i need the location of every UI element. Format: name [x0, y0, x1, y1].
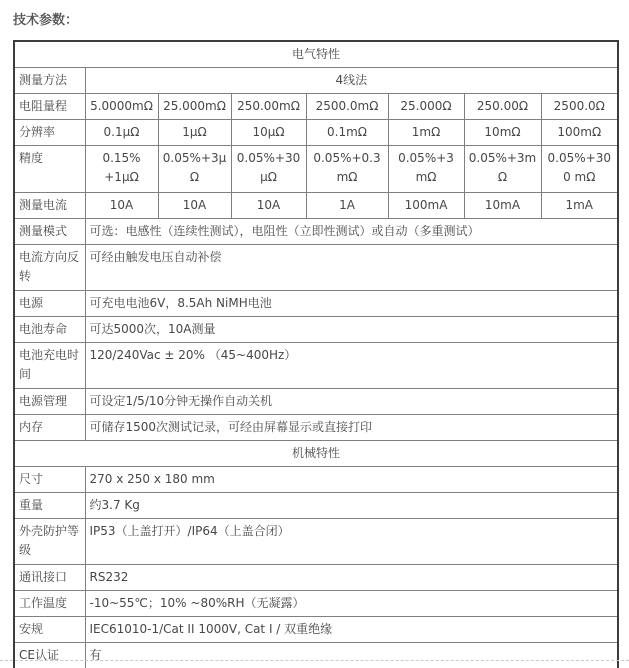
- spec-value: RS232: [85, 565, 618, 591]
- spec-label: 电池充电时间: [14, 343, 85, 389]
- spec-value: 0.05%+300 mΩ: [541, 146, 618, 193]
- spec-value: 0.05%+30μΩ: [231, 146, 306, 193]
- spec-label: 测量模式: [14, 219, 85, 245]
- spec-value: 100mA: [388, 193, 464, 219]
- spec-value: 270 x 250 x 180 mm: [85, 467, 618, 493]
- table-row-power: [14, 291, 618, 317]
- table-row-reversal: [14, 245, 618, 291]
- spec-value: 250.00Ω: [464, 94, 541, 120]
- spec-value: -10~55℃；10% ~80%RH（无凝露）: [85, 591, 618, 617]
- table-row-weight: [14, 493, 618, 519]
- table-row-dimensions: [14, 467, 618, 493]
- table-row-ce: [14, 643, 618, 668]
- spec-label: 电阻量程: [14, 94, 85, 120]
- spec-value: 2500.0Ω: [541, 94, 618, 120]
- spec-value: 1μΩ: [158, 120, 231, 146]
- table-row-accuracy: [14, 146, 618, 193]
- spec-value: 可达5000次，10A测量: [85, 317, 618, 343]
- table-row-resolution: [14, 120, 618, 146]
- spec-value: 10A: [85, 193, 158, 219]
- spec-value: 250.00mΩ: [231, 94, 306, 120]
- table-row-power-mgmt: [14, 389, 618, 415]
- spec-value: 可经由触发电压自动补偿: [85, 245, 618, 291]
- spec-label: 内存: [14, 415, 85, 441]
- spec-value: IP53（上盖打开）/IP64（上盖合闭）: [85, 519, 618, 565]
- spec-label: 精度: [14, 146, 85, 193]
- table-row-mode: [14, 219, 618, 245]
- dashed-separator: [0, 660, 629, 661]
- section-header-row: [14, 41, 618, 68]
- spec-value: 0.05%+3μΩ: [158, 146, 231, 193]
- spec-label: 分辨率: [14, 120, 85, 146]
- spec-label: 尺寸: [14, 467, 85, 493]
- spec-value: 0.15% +1μΩ: [85, 146, 158, 193]
- table-row-charge-time: [14, 343, 618, 389]
- spec-value: 1A: [306, 193, 388, 219]
- spec-value: 0.05%+0.3mΩ: [306, 146, 388, 193]
- spec-value: 5.0000mΩ: [85, 94, 158, 120]
- spec-value: 25.000mΩ: [158, 94, 231, 120]
- spec-value: 有: [85, 643, 618, 668]
- table-row-current: [14, 193, 618, 219]
- spec-value: 10μΩ: [231, 120, 306, 146]
- table-row-comm: [14, 565, 618, 591]
- spec-label: CE认证: [14, 643, 85, 668]
- spec-value: 10A: [158, 193, 231, 219]
- spec-value: 0.05%+3mΩ: [388, 146, 464, 193]
- spec-value: 1mA: [541, 193, 618, 219]
- spec-label: 电源: [14, 291, 85, 317]
- spec-value: 100mΩ: [541, 120, 618, 146]
- section-header-row: [14, 441, 618, 467]
- spec-value: 1mΩ: [388, 120, 464, 146]
- spec-label: 电源管理: [14, 389, 85, 415]
- section-title-mechanical: 机械特性: [14, 441, 618, 467]
- spec-value: 可充电电池6V，8.5Ah NiMH电池: [85, 291, 618, 317]
- spec-table: [13, 40, 619, 668]
- spec-value: 0.1mΩ: [306, 120, 388, 146]
- spec-label: 重量: [14, 493, 85, 519]
- spec-label: 测量电流: [14, 193, 85, 219]
- spec-label: 工作温度: [14, 591, 85, 617]
- table-row-range: [14, 94, 618, 120]
- spec-value: 约3.7 Kg: [85, 493, 618, 519]
- spec-value: 可选：电感性（连续性测试），电阻性（立即性测试）或自动（多重测试）: [85, 219, 618, 245]
- table-row-enclosure: [14, 519, 618, 565]
- table-row-temp: [14, 591, 618, 617]
- spec-label: 外壳防护等级: [14, 519, 85, 565]
- table-row-battery-life: [14, 317, 618, 343]
- spec-value: 10mA: [464, 193, 541, 219]
- table-row-method: [14, 68, 618, 94]
- spec-value: 10A: [231, 193, 306, 219]
- section-title-electrical: 电气特性: [14, 41, 618, 68]
- table-row-safety: [14, 617, 618, 643]
- table-row-memory: [14, 415, 618, 441]
- spec-value: 0.05%+3mΩ: [464, 146, 541, 193]
- spec-value: 25.000Ω: [388, 94, 464, 120]
- spec-value: 2500.0mΩ: [306, 94, 388, 120]
- spec-value: 可储存1500次测试记录，可经由屏幕显示或直接打印: [85, 415, 618, 441]
- spec-value: IEC61010-1/Cat II 1000V, Cat I / 双重绝缘: [85, 617, 618, 643]
- spec-label: 电流方向反转: [14, 245, 85, 291]
- spec-label: 电池寿命: [14, 317, 85, 343]
- spec-value: 4线法: [85, 68, 618, 94]
- page-title: 技术参数：: [13, 13, 79, 28]
- spec-label: 测量方法: [14, 68, 85, 94]
- spec-value: 10mΩ: [464, 120, 541, 146]
- spec-value: 0.1μΩ: [85, 120, 158, 146]
- spec-value: 120/240Vac ± 20% （45~400Hz）: [85, 343, 618, 389]
- spec-value: 可设定1/5/10分钟无操作自动关机: [85, 389, 618, 415]
- spec-label: 通讯接口: [14, 565, 85, 591]
- spec-label: 安规: [14, 617, 85, 643]
